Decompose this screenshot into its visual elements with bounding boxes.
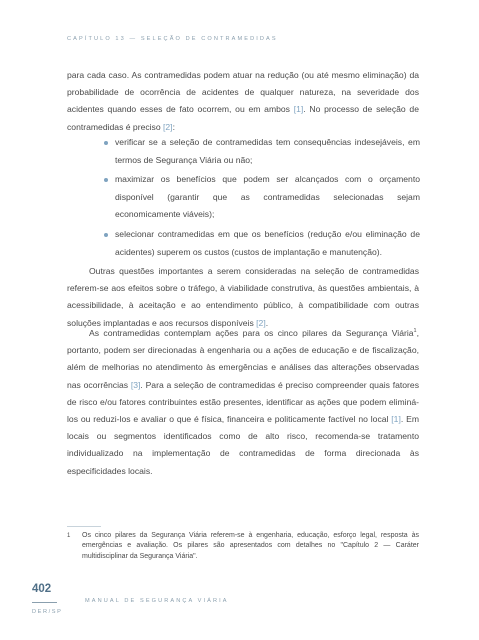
citation-ref[interactable]: [1]: [293, 104, 304, 115]
footer-org: DER/SP: [32, 609, 63, 615]
citation-ref[interactable]: [2]: [256, 317, 266, 328]
citation-ref[interactable]: [2]: [163, 121, 173, 132]
list-item-text: maximizar os benefícios que podem ser alcançados com o orçamento disponível (garantir que as contramedidas selecionadas sejam economicamente viáveis);: [115, 174, 420, 220]
intro-text-3: :: [172, 121, 175, 132]
intro-text-1: para cada caso. As contramedidas podem atuar na redução (ou até mesmo eliminação) da probabilidade de ocorrência de acidentes de qualquer natureza, na severidade dos acidentes quando esses de fato ocorrem, ou em ambos: [67, 70, 419, 115]
footnote-number: 1: [67, 533, 71, 539]
footnote-marker[interactable]: 1: [413, 328, 417, 335]
paragraph-text: As contramedidas contemplam ações para os cinco pilares da Segurança Viária: [89, 328, 414, 338]
paragraph-pillars: [67, 325, 419, 480]
chapter-header: CAPÍTULO 13 — SELEÇÃO DE CONTRAMEDIDAS: [67, 36, 278, 42]
page-number: 402: [32, 583, 52, 595]
paragraph-text: . Para a seleção de contramedidas é preciso compreender quais fatores de risco e/ou fatores contribuintes estão presentes, identificar as ações que podem eliminá-los ou reduzi-los e avaliar o que é física, financeira e politicamente factível no local: [67, 379, 419, 425]
bullet-icon: [104, 141, 108, 145]
list-item: [104, 226, 420, 261]
bullet-icon: [104, 233, 108, 237]
intro-text-2: . No processo de seleção de contramedidas é preciso: [67, 104, 419, 132]
footnote-divider: [67, 526, 101, 527]
bullet-icon: [104, 178, 108, 182]
paragraph-text: Outras questões importantes a serem consideradas na seleção de contramedidas referem-se aos efeitos sobre o tráfego, à viabilidade construtiva, às questões ambientais, à acessibilidade, à aceitação e ao entendimento público, à compatibilidade com outras soluções implantadas e aos recursos disponíveis: [67, 266, 419, 328]
footnote: [67, 531, 419, 562]
list-item-text: verificar se a seleção de contramedidas tem consequências indesejáveis, em termos de Segurança Viária ou não;: [115, 137, 420, 165]
footnote-text: Os cinco pilares da Segurança Viária referem-se à engenharia, educação, esforço legal, resposta às emergências e avaliação. Os pilares são apresentados com detalhes no "Capítulo 2 — Caráter multidisciplinar da Segurança Viária".: [82, 532, 419, 560]
requirements-list: [104, 134, 420, 263]
citation-ref[interactable]: [1]: [391, 414, 401, 425]
list-item-text: selecionar contramedidas em que os benefícios (redução e/ou eliminação de acidentes) superem os custos (custos de implantação e manutenção).: [115, 228, 420, 257]
intro-paragraph: [67, 67, 419, 136]
paragraph-text: , portanto, podem ser direcionadas à engenharia ou a ações de educação e de fiscalização, além de melhorias no atendimento às emergências e análises das alterações observadas nas ocorrências: [67, 328, 419, 390]
citation-ref[interactable]: [3]: [130, 379, 141, 390]
list-item: [104, 171, 420, 224]
footer-title: MANUAL DE SEGURANÇA VIÁRIA: [85, 598, 229, 604]
list-item: [104, 134, 420, 169]
paragraph-text: . Em locais ou segmentos identificados como de alto risco, recomenda-se tratamento individualizado na implementação de contramedidas de forma direcionada às especificidades locais.: [67, 414, 419, 476]
footer-divider: [32, 602, 57, 603]
paragraph-text: .: [265, 317, 269, 328]
